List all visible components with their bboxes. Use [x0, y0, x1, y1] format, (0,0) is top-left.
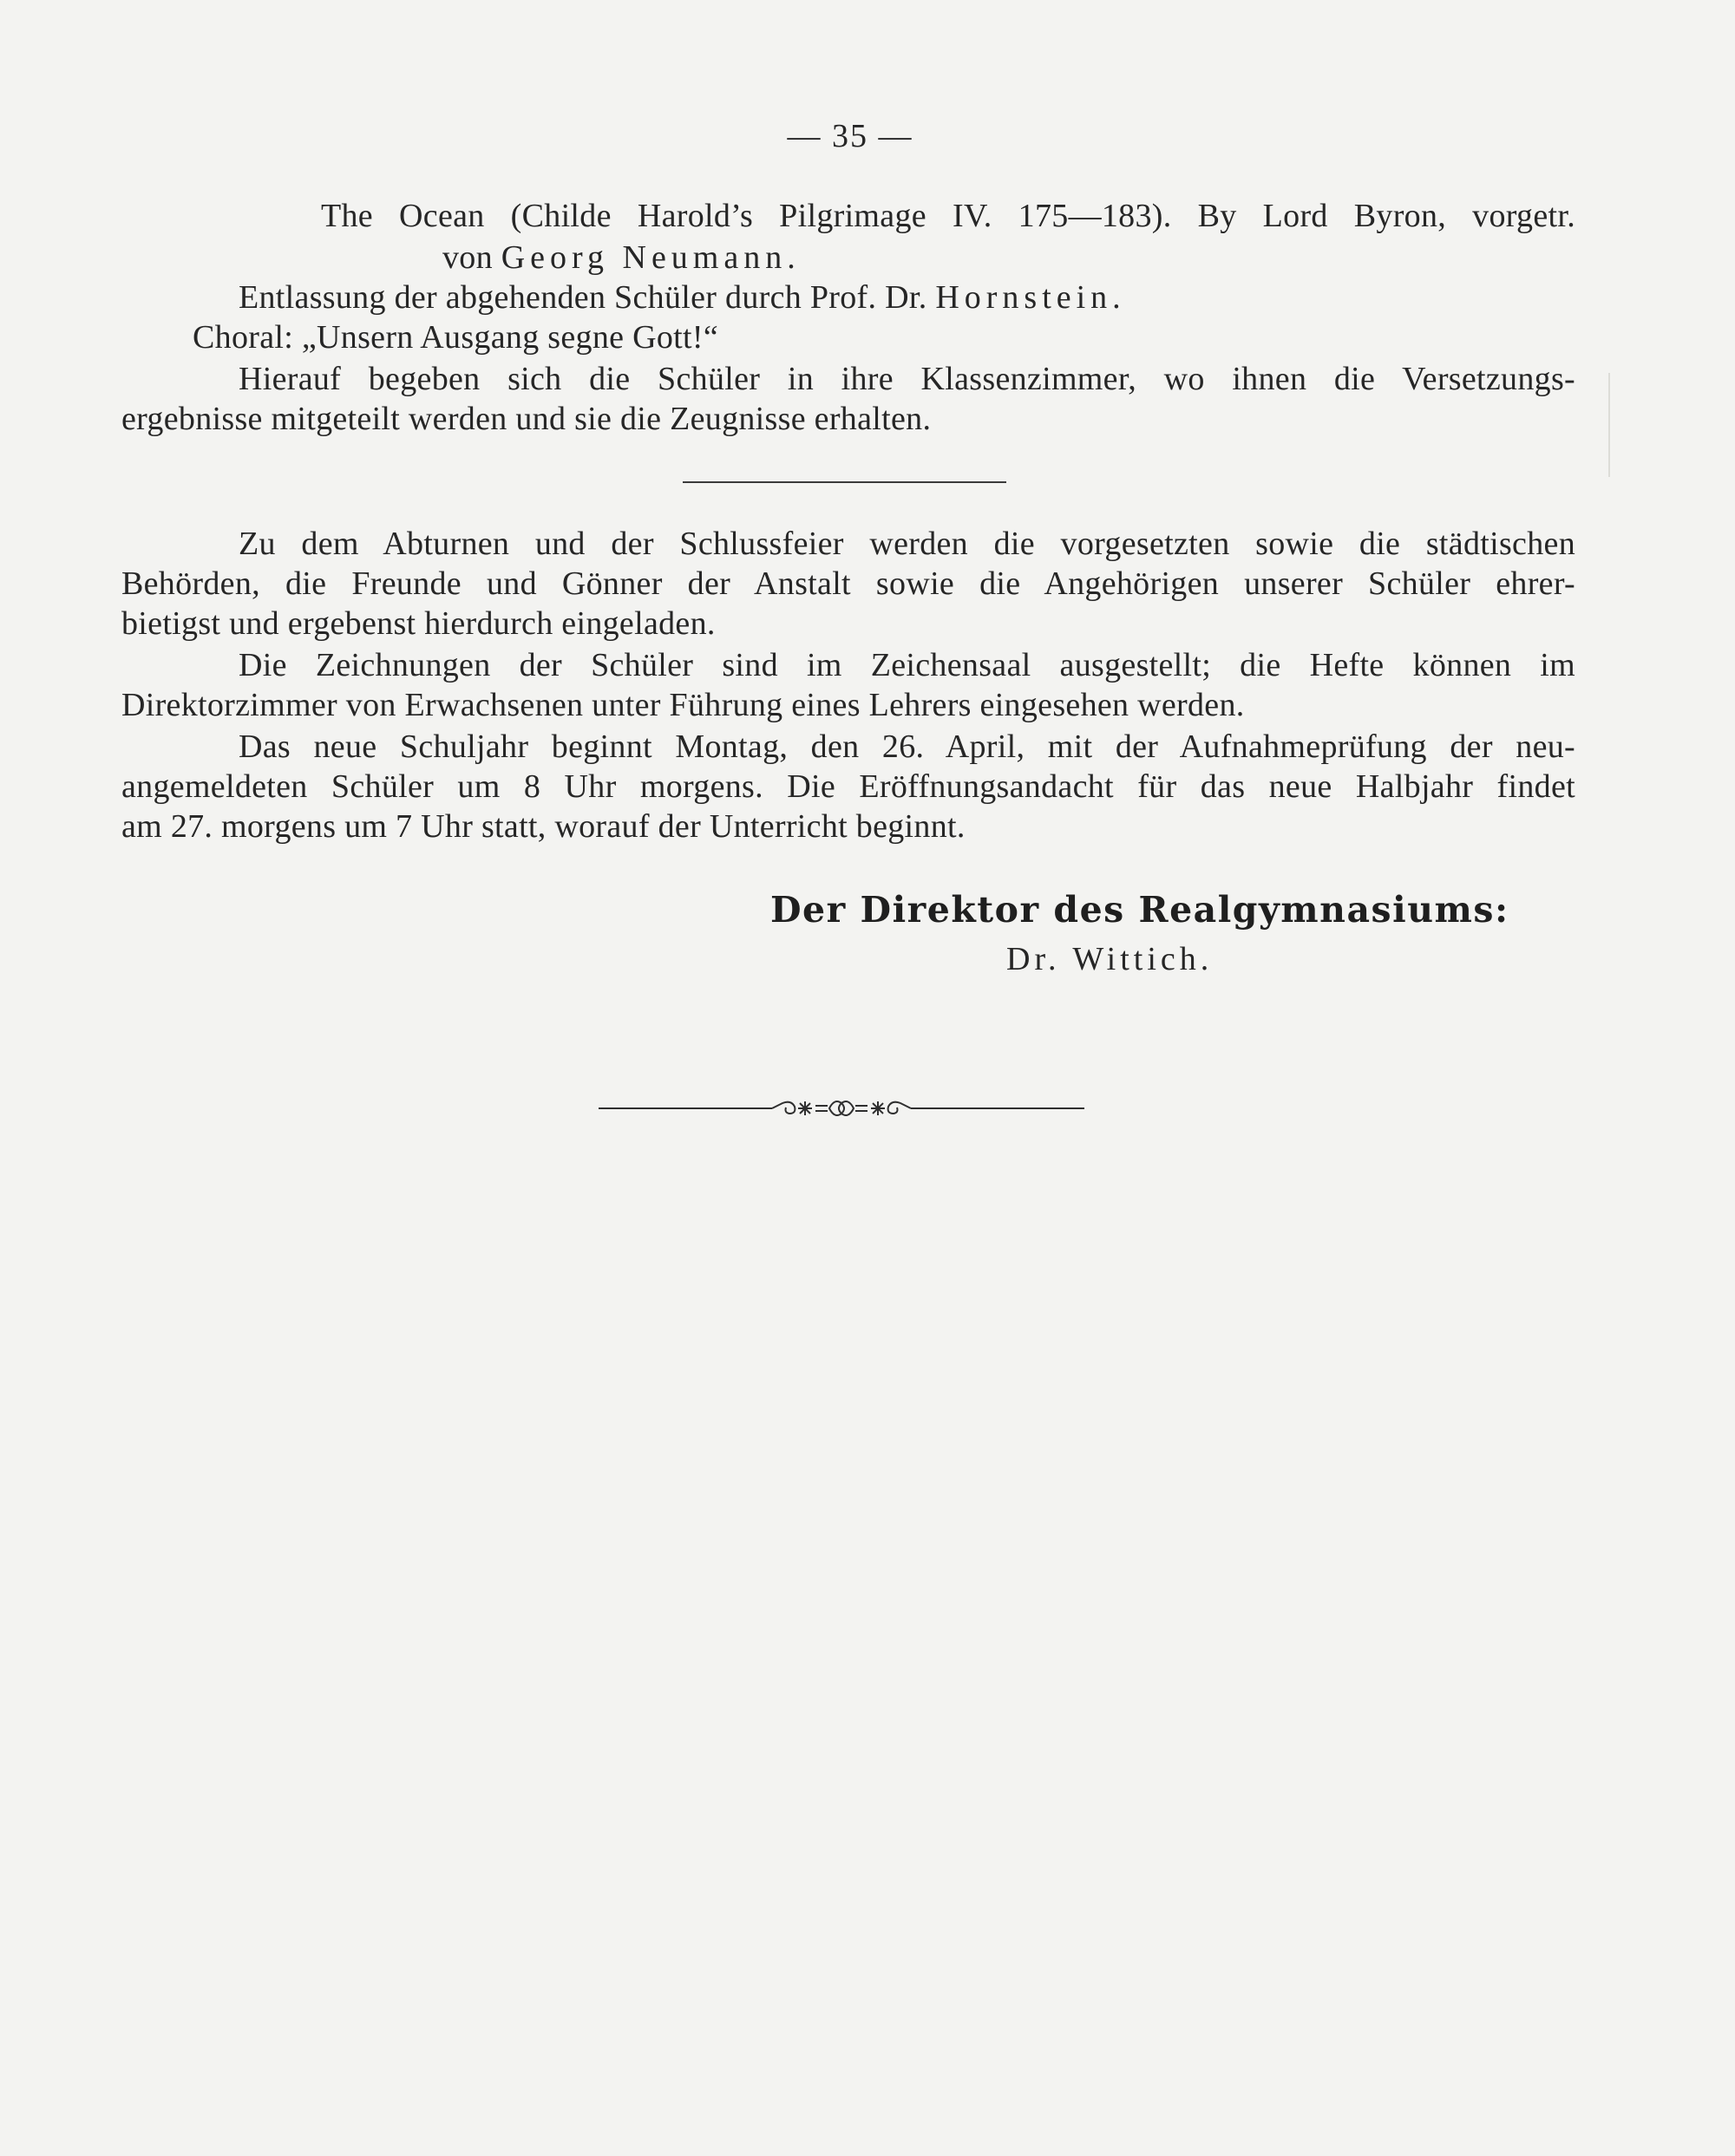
section-divider [683, 481, 1006, 483]
program-line-1: The Ocean (Childe Harold’s Pilgrimage IV. 175—183). By Lord Byron, vorgetr. [321, 198, 1575, 234]
invitation-p2-line-1: Die Zeichnungen der Schüler sind im Zeichensaal ausgestellt; die Hefte können im [239, 647, 1575, 683]
invitation-p1-line-2: Behörden, die Freunde und Gönner der Anstalt sowie die Angehörigen unserer Schüler ehrer- [121, 565, 1575, 602]
scan-margin-shadow [1608, 373, 1610, 477]
program-line-2 [442, 238, 801, 278]
invitation-p1-line-3: bietigst und ergebenst hierdurch eingeladen. [121, 605, 716, 642]
program-line-3-prefix: Entlassung der abgehenden Schüler durch Prof. Dr. [239, 279, 927, 316]
program-line-6: ergebnisse mitgeteilt werden und sie die Zeugnisse erhalten. [121, 401, 932, 437]
page-number: — 35 — [787, 118, 913, 154]
program-line-5: Hierauf begeben sich die Schüler in ihre Klassenzimmer, wo ihnen die Versetzungs- [239, 361, 1575, 397]
invitation-p2-line-2: Direktorzimmer von Erwachsenen unter Führung eines Lehrers eingesehen werden. [121, 687, 1245, 723]
invitation-p3-line-1: Das neue Schuljahr beginnt Montag, den 26. April, mit der Aufnahmeprüfung der neu- [239, 728, 1575, 765]
invitation-p3-line-3: am 27. morgens um 7 Uhr statt, worauf der Unterricht beginnt. [121, 808, 966, 845]
program-line-2-prefix: von [442, 239, 493, 276]
program-line-3 [239, 278, 1126, 317]
professor-name: Hornstein. [935, 279, 1126, 316]
invitation-p3-line-2: angemeldeten Schüler um 8 Uhr morgens. Die Eröffnungsandacht für das neue Halbjahr findet [121, 768, 1575, 805]
ornament-divider-icon [599, 1091, 1084, 1126]
signature-name: Dr. Wittich. [1006, 941, 1214, 977]
performer-name: Georg Neumann. [501, 239, 801, 276]
invitation-p1-line-1: Zu dem Abturnen und der Schlussfeier werden die vorgesetzten sowie die städtischen [239, 526, 1575, 562]
program-line-4: Choral: „Unsern Ausgang segne Gott!“ [193, 319, 718, 356]
signature-title: Der Direktor des Realgymnasiums: [770, 889, 1509, 931]
